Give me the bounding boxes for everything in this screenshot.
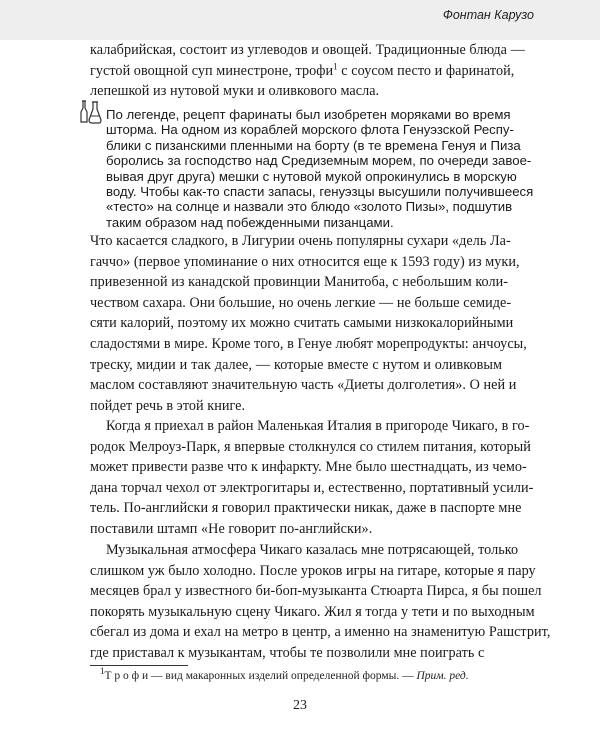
text-line: гаччо» (первое упоминание о них относится еще к 1593 году) из муки, <box>90 253 520 270</box>
note-line: «тесто» на солнце и назвали это блюдо «золото Пизы», подшутив <box>106 199 513 215</box>
text-line: покорять музыкальную сцену Чикаго. Жил я тогда у тети и по выходным <box>90 603 535 620</box>
text-line: где приставал к музыкантам, чтобы те позволили мне поиграть с <box>90 644 485 661</box>
text-line: сладостями в мире. Кроме того, в Генуе любят морепродукты: анчоусы, <box>90 335 527 352</box>
text-line: тель. По-английски я говорил практически никак, даже в паспорте мне <box>90 500 522 517</box>
sweets-paragraph <box>90 231 527 416</box>
page-number: 23 <box>293 698 307 713</box>
text-line: чеством сахара. Они большие, но очень легкие — не больше семиде- <box>90 294 512 311</box>
text-line: пойдет речь в этой книге. <box>90 397 246 414</box>
text-line: привезенной из канадской провинции Манитоба, с небольшим коли- <box>90 274 509 291</box>
note-line: воду. Чтобы как-то спасти запасы, генуэзцы высушили получившееся <box>106 183 534 199</box>
text-line <box>90 60 515 82</box>
text-line: может привести разве что к инфаркту. Мне было шестнадцать, из чемо- <box>90 459 527 476</box>
text-line: Музыкальная атмосфера Чикаго казалась мне потрясающей, только <box>106 542 519 558</box>
text-line: Когда я приехал в район Маленькая Италия в пригороде Чикаго, в го- <box>106 418 530 434</box>
note-line: По легенде, рецепт фаринаты был изобретен моряками во время <box>106 107 511 122</box>
footnote-editor-note: Прим. ред. <box>416 670 469 682</box>
text-line: лепешкой из нутовой муки и оливкового масла. <box>90 83 380 100</box>
note-line: вывая друг друга) мешки с нутовой мукой опрокинулись в морскую <box>106 168 517 184</box>
text-line: калабрийская, состоит из углеводов и овощей. Традиционные блюда — <box>90 42 525 58</box>
text-line: родок Мелроуз-Парк, я впервые столкнулся со стилем питания, который <box>90 438 531 455</box>
footnote <box>100 666 469 682</box>
text-line: Что касается сладкого, в Лигурии очень популярны сухари «дель Ла- <box>90 233 511 249</box>
text-line: слишком уж было холодно. После уроков игры на гитаре, которые я пару <box>90 562 536 579</box>
note-line: блики с пизанскими пленными на борту (в те времена Генуя и Пиза <box>106 137 521 153</box>
note-line: таким образом над побежденными пизанцами. <box>106 214 394 230</box>
legend-note <box>106 105 534 230</box>
footnote-term: Т р о ф и <box>104 670 149 682</box>
text-line: маслом составляют значительную часть «Диеты долголетия». О ней и <box>90 377 517 394</box>
footnote-text: — вид макаронных изделий определенной формы. — <box>148 670 417 682</box>
footnote-marker: 1 <box>333 60 338 71</box>
text-line: месяцев брал у известного би-боп-музыканта Стюарта Пирса, я бы пошел <box>90 583 542 600</box>
text-segment: с соусом песто и фаринатой, <box>337 62 515 79</box>
running-header-bar <box>0 0 600 40</box>
text-line: сбегал из дома и ехал на метро в центр, а именно на знаменитую Рашстрит, <box>90 624 551 641</box>
music-paragraph <box>90 540 551 664</box>
text-line: треску, мидии и так далее, — которые вместе с нутом и оливковым <box>90 356 502 373</box>
flask-icon <box>80 99 102 125</box>
intro-paragraph <box>90 40 525 102</box>
text-segment: густой овощной суп минестроне, трофи <box>90 62 334 79</box>
chicago-paragraph <box>90 416 534 540</box>
text-line: дана торчал чехол от электрогитары и, естественно, портативный усили- <box>90 479 534 496</box>
text-line: поставили штамп «Не говорит по-английски». <box>90 520 373 537</box>
running-title: Фонтан Карузо <box>442 8 534 22</box>
note-line: боролись за господство над Средиземным морем, по очереди завое- <box>106 153 532 169</box>
footnote-marker: 1 <box>100 666 105 677</box>
text-line: сяти калорий, поэтому их можно считать самыми низкокалорийными <box>90 315 514 332</box>
note-line: шторма. На одном из кораблей морского флота Генуэзской Респу- <box>106 122 514 138</box>
